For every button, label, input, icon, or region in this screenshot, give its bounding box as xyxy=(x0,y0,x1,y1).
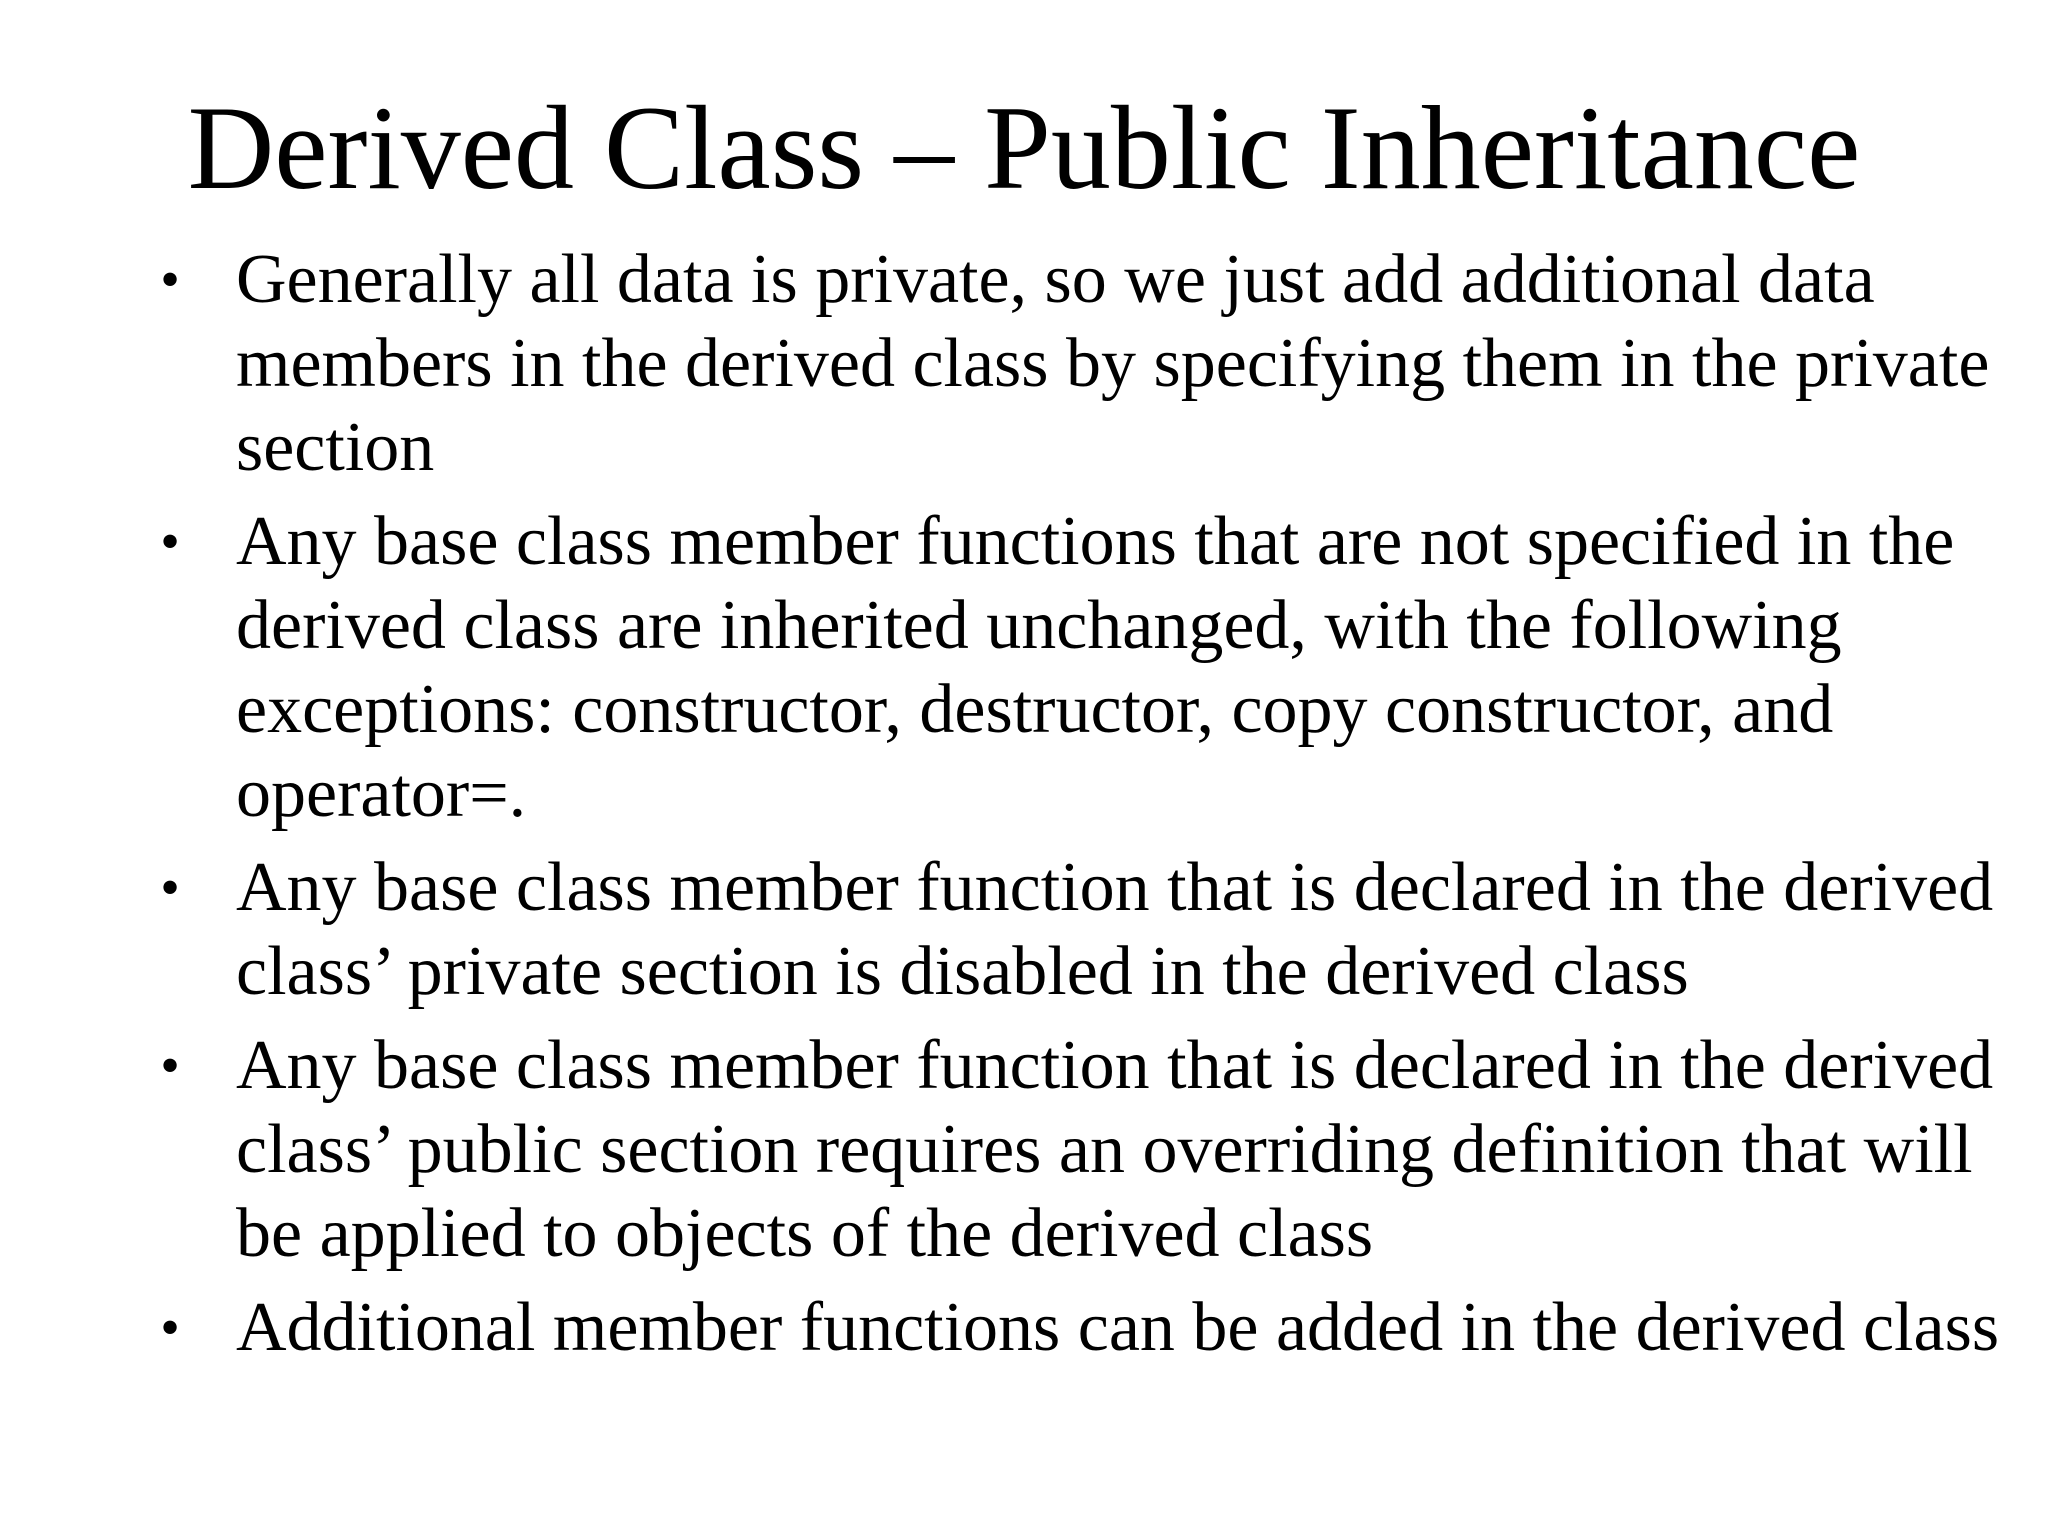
bullet-icon: • xyxy=(160,1297,180,1359)
bullet-icon: • xyxy=(160,511,180,573)
bullet-icon: • xyxy=(160,1035,180,1097)
slide-title: Derived Class – Public Inheritance xyxy=(187,81,1861,214)
bullet-icon: • xyxy=(160,857,180,919)
bullet-list xyxy=(150,238,2040,1380)
bullet-item xyxy=(150,1024,2040,1276)
bullet-icon: • xyxy=(160,249,180,311)
bullet-text: Any base class member function that is declared in the derived class’ public section requires an overriding definition that will be applied to objects of the derived class xyxy=(236,1027,1994,1272)
bullet-item xyxy=(150,1286,2040,1370)
bullet-text: Additional member functions can be added in the derived class xyxy=(236,1289,2000,1366)
bullet-text: Any base class member functions that are not specified in the derived class are inherited unchanged, with the following exceptions: constructor, destructor, copy constructor, and operator=. xyxy=(236,503,1955,832)
bullet-item xyxy=(150,846,2040,1014)
bullet-item xyxy=(150,238,2040,490)
bullet-text: Generally all data is private, so we just add additional data members in the derived class by specifying them in the private section xyxy=(236,241,1990,486)
bullet-item xyxy=(150,500,2040,836)
bullet-text: Any base class member function that is declared in the derived class’ private section is disabled in the derived class xyxy=(236,849,1994,1010)
